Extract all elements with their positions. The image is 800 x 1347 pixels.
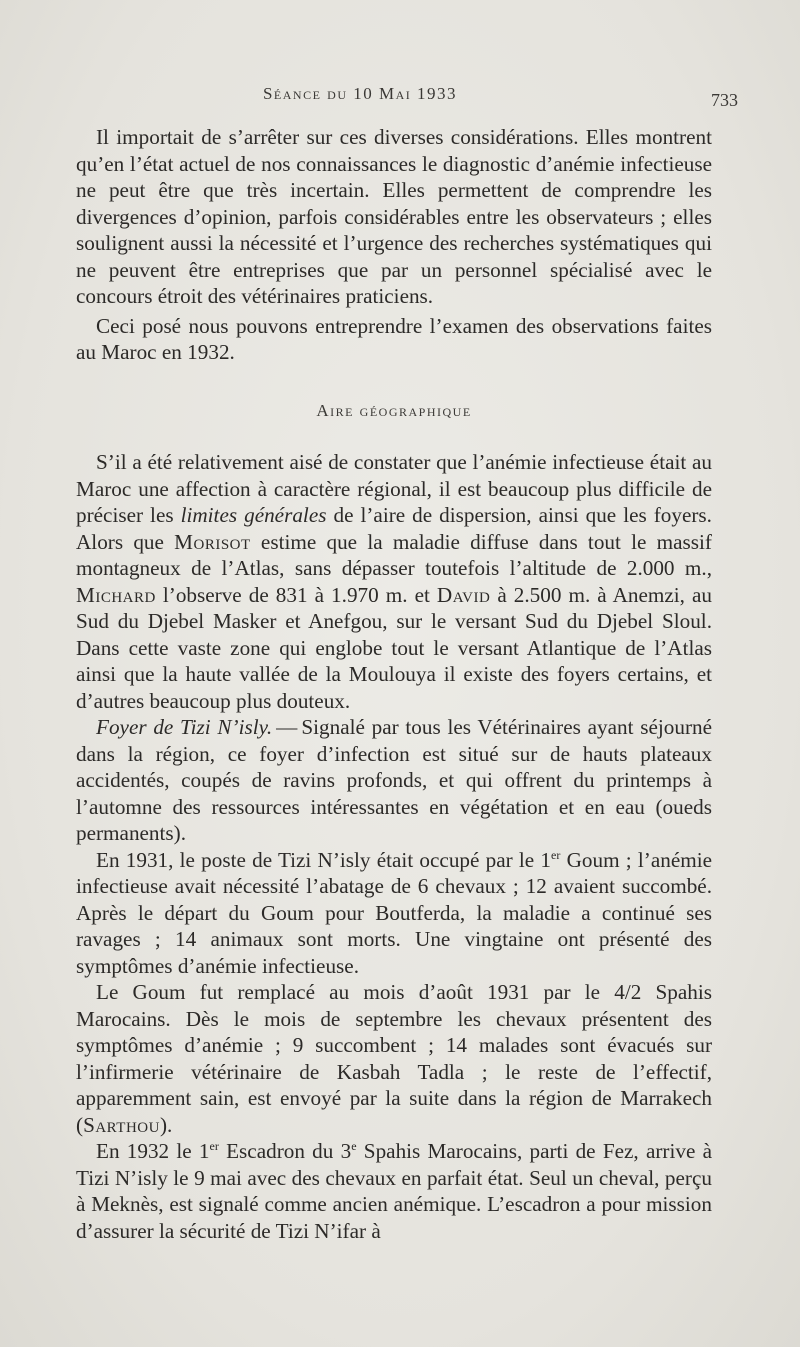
running-head — [0, 84, 800, 114]
paragraph-4-text: Signalé par tous les Vétérinaires ayant séjourné dans la région, ce foyer d’infection est situé sur de hauts plateaux accidentés, coupés de ravins profonds, et qui offrent du printemps à l’automne des ressources intéressantes en végétation et en eau (oueds permanents). — [76, 715, 712, 845]
paragraph-3-text-b: de l’aire de dispersion, ainsi que les foyers. Alors que — [76, 503, 712, 554]
paragraph-1-text: Il importait de s’arrêter sur ces diverses considérations. Elles montrent qu’en l’état actuel de nos connaissances le diagnostic d’anémie infectieuse ne peut être que très incertain. Elles permettent de comprendre les divergences d’opinion, parfois considérables entre les observateurs ; elles soulignent aussi la nécessité et l’urgence des recherches systématiques qui ne peuvent être entreprises que par un personnel spécialisé avec le concours étroit des vétérinaires praticiens. — [76, 125, 712, 308]
superscript-e: e — [351, 1138, 357, 1153]
paragraph-6 — [76, 979, 712, 1138]
author-name-michard: Michard — [76, 582, 156, 607]
paragraph-4-italic-title: Foyer de Tizi N’isly. — [96, 715, 273, 739]
paragraph-3-text-a: S’il a été relativement aisé de constater que l’anémie infectieuse était au Maroc une affection à caractère régional, il est beaucoup plus difficile de préciser les — [76, 450, 712, 527]
page-number: 733 — [711, 90, 738, 110]
paragraph-2-text: Ceci posé nous pouvons entreprendre l’examen des observations faites au Maroc en 1932. — [76, 313, 712, 364]
paragraph-3-text-e: à 2.500 m. à Anemzi, au Sud du Djebel Masker et Anefgou, sur le versant Sud du Djebel Sloul. Dans cette vaste zone qui englobe tout le versant Atlantique de l’Atlas ainsi que la haute vallée de la Moulouya il existe des foyers certains, et d’autres beaucoup plus douteux. — [76, 582, 712, 713]
author-name-morisot: Morisot — [174, 529, 251, 554]
paragraph-3-text-c: estime que la maladie diffuse dans tout le massif montagneux de l’Atlas, sans dépasser toutefois l’altitude de 2.000 m., — [76, 529, 712, 580]
paragraph-6-text-a: Le Goum fut remplacé au mois d’août 1931 par le 4/2 Spahis Marocains. Dès le mois de septembre les chevaux présentent des symptômes d’anémie ; 9 succombent ; 14 malades sont évacués sur l’infirmerie vétérinaire de Kasbah Tadla ; le reste de l’effectif, apparemment sain, est envoyé par la suite dans la région de Marrakech ( — [76, 980, 712, 1137]
paragraph-7-text-c: Spahis Marocains, parti de Fez, arrive à Tizi N’isly le 9 mai avec des chevaux en parfait état. Seul un cheval, perçu à Meknès, est signalé comme ancien anémique. L’escadron a pour mission d’assurer la sécurité de Tizi N’ifar à — [76, 1139, 713, 1243]
running-title: Séance du 10 Mai 1933 — [262, 84, 458, 103]
paragraph-5-text-b: Goum ; l’anémie infectieuse avait nécessité l’abatage de 6 chevaux ; 12 avaient succombé. Après le départ du Goum pour Boutferda, la maladie a continué ses ravages ; 14 animaux sont morts. Une vingtaine ont présenté des symptômes d’anémie infectieuse. — [76, 847, 712, 978]
em-dash: — — [276, 715, 298, 739]
paragraph-7 — [76, 1138, 712, 1244]
paragraph-4 — [76, 714, 712, 847]
paragraph-5 — [76, 847, 712, 980]
author-name-sarthou: Sarthou — [83, 1112, 160, 1137]
paragraph-2 — [76, 313, 712, 366]
author-name-david: David — [436, 582, 491, 607]
paragraph-6-text-b: ). — [159, 1112, 173, 1137]
body-text — [76, 124, 712, 1244]
paragraph-3-italic: limites générales — [180, 503, 327, 527]
paragraph-1 — [76, 124, 712, 310]
superscript-er-2: er — [209, 1138, 219, 1153]
superscript-er: er — [551, 847, 561, 862]
paragraph-5-text-a: En 1931, le poste de Tizi N’isly était occupé par le 1 — [96, 847, 552, 872]
section-heading: Aire géographique — [316, 400, 472, 420]
paragraph-3-text-d: l’observe de 831 à 1.970 m. et — [155, 582, 437, 607]
paragraph-7-text-a: En 1932 le 1 — [96, 1139, 210, 1163]
paragraph-7-text-b: Escadron du 3 — [218, 1139, 352, 1163]
paragraph-3 — [76, 449, 712, 714]
